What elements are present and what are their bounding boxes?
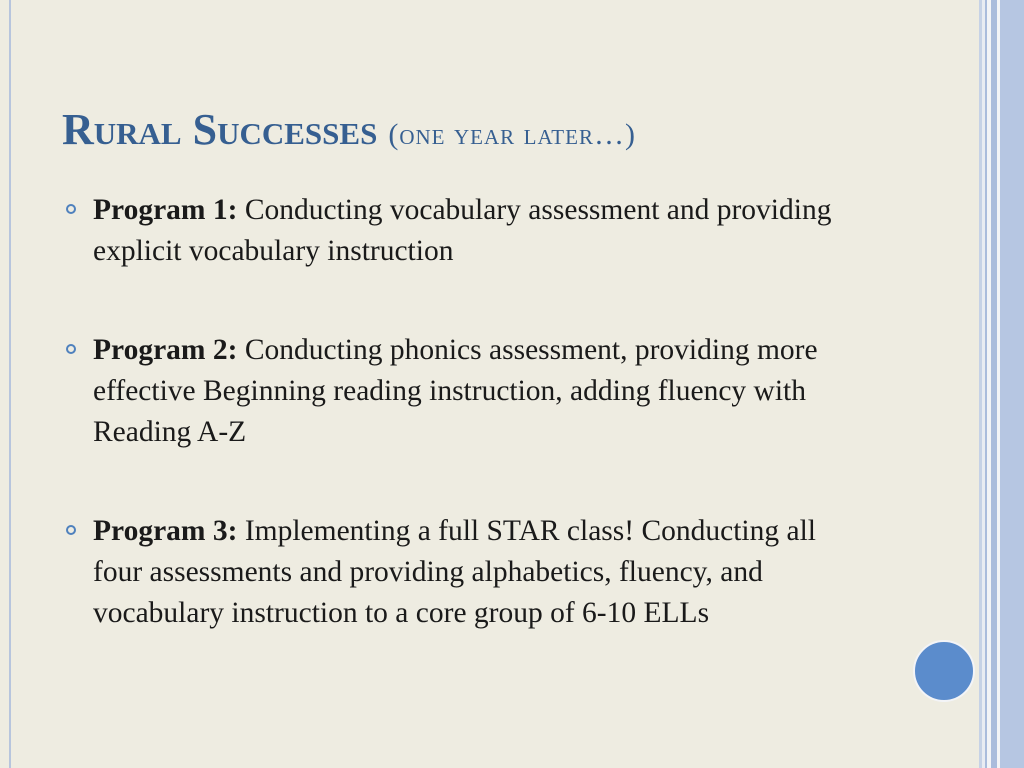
bullet-item-program-3 <box>62 511 862 634</box>
bullet-item-program-2 <box>62 330 862 453</box>
bullet-label: Program 3: <box>93 515 238 547</box>
bullet-list <box>62 190 862 634</box>
bullet-item-program-1 <box>62 190 862 272</box>
bullet-text: Implementing a full STAR class! Conducting all four assessments and providing alphabetics, fluency, and vocabulary instruction to a core group of 6-10 ELLs <box>93 515 816 629</box>
bullet-label: Program 1: <box>93 194 238 226</box>
ring-bullet-icon <box>66 344 76 354</box>
bullet-label: Program 2: <box>93 334 238 366</box>
left-border-line <box>9 0 11 768</box>
right-stripe-wide <box>1000 0 1024 768</box>
slide-title-main: Rural Successes <box>62 105 378 154</box>
bullet-text: Conducting vocabulary assessment and providing explicit vocabulary instruction <box>93 194 832 267</box>
ring-bullet-icon <box>66 204 76 214</box>
decorative-circle-icon <box>913 640 975 702</box>
ring-bullet-icon <box>66 525 76 535</box>
slide-title-subtitle: (one year later…) <box>388 118 636 151</box>
slide-title <box>62 104 942 161</box>
bullet-text: Conducting phonics assessment, providing more effective Beginning reading instruction, adding fluency with Reading A-Z <box>93 334 818 448</box>
